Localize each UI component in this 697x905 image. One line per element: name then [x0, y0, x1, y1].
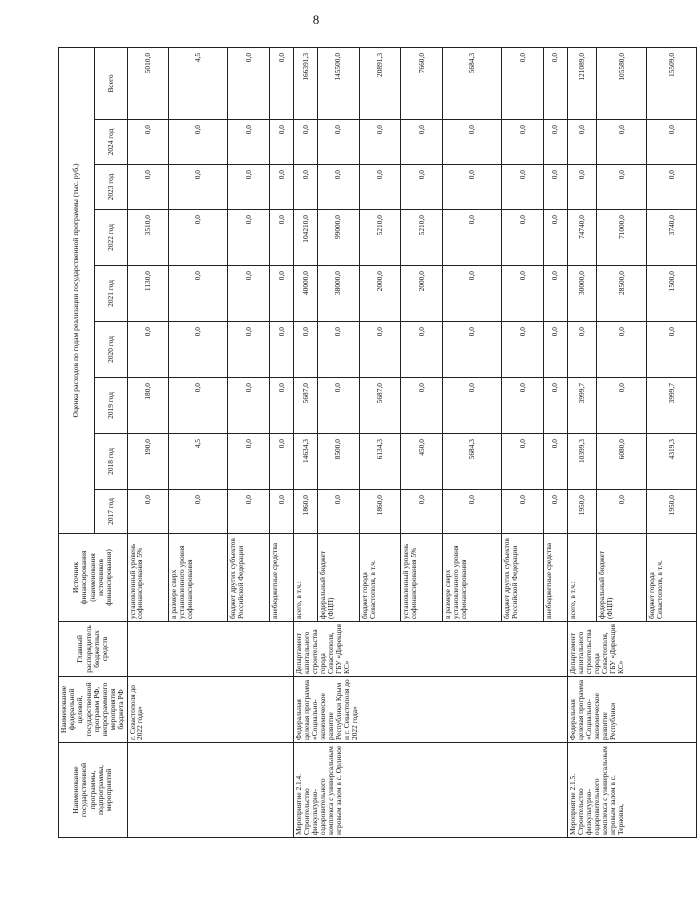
year-value-cell: 0,0 — [228, 120, 270, 165]
header-program: Наименование государственной программы, подпрограммы, мероприятий — [59, 743, 128, 838]
year-value-cell: 0,0 — [543, 120, 567, 165]
year-value-cell: 0,0 — [269, 490, 293, 534]
funding-source-cell: установленный уровень софинансирования 5% — [401, 534, 443, 622]
budget-manager-cell: Департамент капитального строительства города Севастополя, ГБУ «Дирекция КС» — [294, 622, 568, 677]
year-header-cell: 2021 год — [94, 266, 127, 322]
total-value-cell: 20891,3 — [359, 47, 401, 119]
year-value-cell: 3999,7 — [567, 378, 596, 434]
measure-name-cell — [127, 743, 294, 838]
budget-manager-cell: Департамент капитального строительства города Севастополя, ГБУ «Дирекция КС» — [567, 622, 696, 677]
year-value-cell: 0,0 — [228, 165, 270, 210]
year-value-cell: 0,0 — [169, 490, 228, 534]
year-value-cell: 0,0 — [597, 165, 647, 210]
total-value-cell: 145500,0 — [318, 47, 360, 119]
year-value-cell: 3999,7 — [647, 378, 697, 434]
year-value-cell: 0,0 — [647, 322, 697, 378]
year-value-cell: 104210,0 — [294, 210, 318, 266]
year-header-cell: 2017 год — [94, 490, 127, 534]
year-value-cell: 0,0 — [502, 490, 544, 534]
year-header-cell: 2022 год — [94, 210, 127, 266]
funding-source-cell: бюджет города Севастополя, в т.ч. — [647, 534, 697, 622]
year-value-cell: 0,0 — [228, 210, 270, 266]
table-row — [127, 47, 169, 837]
year-value-cell: 0,0 — [169, 210, 228, 266]
funding-source-cell: в размере сверх установленного уровня софинансирования — [169, 534, 228, 622]
year-header-cell: 2019 год — [94, 378, 127, 434]
year-value-cell: 1500,0 — [647, 266, 697, 322]
year-header-cell: 2024 год — [94, 120, 127, 165]
total-value-cell: 0,0 — [228, 47, 270, 119]
year-value-cell: 190,0 — [127, 434, 169, 490]
year-value-cell: 2000,0 — [359, 266, 401, 322]
year-value-cell: 0,0 — [502, 210, 544, 266]
year-value-cell: 3740,0 — [647, 210, 697, 266]
funding-source-cell: федеральный бюджет (ФЦП) — [318, 534, 360, 622]
funding-source-cell: федеральный бюджет (ФЦП) — [597, 534, 647, 622]
year-value-cell: 99000,0 — [318, 210, 360, 266]
year-value-cell: 1950,0 — [567, 490, 596, 534]
year-value-cell: 0,0 — [294, 120, 318, 165]
year-value-cell: 5210,0 — [359, 210, 401, 266]
federal-program-cell: г. Севастополя до 2022 года» — [127, 677, 294, 743]
year-value-cell: 5210,0 — [401, 210, 443, 266]
total-value-cell: 15509,0 — [647, 47, 697, 119]
year-value-cell: 10399,3 — [567, 434, 596, 490]
total-value-cell: 0,0 — [543, 47, 567, 119]
total-value-cell: 0,0 — [269, 47, 293, 119]
page-number: 8 — [312, 12, 320, 27]
year-value-cell: 0,0 — [269, 434, 293, 490]
year-value-cell: 0,0 — [543, 378, 567, 434]
year-value-cell: 0,0 — [228, 266, 270, 322]
year-value-cell: 0,0 — [543, 434, 567, 490]
year-value-cell: 0,0 — [269, 210, 293, 266]
year-value-cell: 0,0 — [169, 378, 228, 434]
funding-source-cell: в размере сверх установленного уровня софинансирования — [443, 534, 502, 622]
year-value-cell: 0,0 — [543, 322, 567, 378]
year-value-cell: 0,0 — [597, 378, 647, 434]
year-header-cell: 2018 год — [94, 434, 127, 490]
funding-source-cell: всего, в т.ч.: — [294, 534, 318, 622]
year-value-cell: 0,0 — [401, 378, 443, 434]
year-value-cell: 0,0 — [567, 322, 596, 378]
year-value-cell: 6134,3 — [359, 434, 401, 490]
year-value-cell: 28500,0 — [597, 266, 647, 322]
budget-manager-cell — [127, 622, 294, 677]
year-value-cell: 0,0 — [228, 322, 270, 378]
header-manager: Главный распорядитель бюджетных средств — [59, 622, 128, 677]
year-value-cell: 0,0 — [228, 434, 270, 490]
year-value-cell: 0,0 — [443, 120, 502, 165]
year-value-cell: 0,0 — [359, 322, 401, 378]
year-value-cell: 0,0 — [597, 322, 647, 378]
year-value-cell: 0,0 — [543, 490, 567, 534]
year-value-cell: 0,0 — [127, 490, 169, 534]
table-body — [127, 47, 697, 837]
year-value-cell: 0,0 — [502, 378, 544, 434]
year-value-cell: 0,0 — [597, 120, 647, 165]
year-value-cell: 0,0 — [567, 165, 596, 210]
year-value-cell: 0,0 — [502, 266, 544, 322]
year-value-cell: 0,0 — [127, 120, 169, 165]
year-value-cell: 0,0 — [597, 490, 647, 534]
year-value-cell: 5684,3 — [443, 434, 502, 490]
table-row — [294, 47, 318, 837]
year-value-cell: 0,0 — [169, 120, 228, 165]
year-value-cell: 0,0 — [127, 322, 169, 378]
year-value-cell: 0,0 — [318, 120, 360, 165]
year-value-cell: 0,0 — [294, 165, 318, 210]
year-value-cell: 0,0 — [269, 378, 293, 434]
year-value-cell: 8500,0 — [318, 434, 360, 490]
year-value-cell: 0,0 — [443, 165, 502, 210]
year-value-cell: 1950,0 — [647, 490, 697, 534]
year-value-cell: 0,0 — [401, 120, 443, 165]
total-value-cell: 166391,3 — [294, 47, 318, 119]
year-value-cell: 0,0 — [502, 165, 544, 210]
total-value-cell: 0,0 — [502, 47, 544, 119]
year-value-cell: 0,0 — [169, 322, 228, 378]
year-value-cell: 0,0 — [269, 322, 293, 378]
year-value-cell: 0,0 — [443, 490, 502, 534]
year-value-cell: 0,0 — [543, 210, 567, 266]
funding-source-cell: бюджет других субъектов Российской Федерации — [228, 534, 270, 622]
year-value-cell: 0,0 — [269, 266, 293, 322]
total-value-cell: 5684,3 — [443, 47, 502, 119]
federal-program-cell: Федеральная целевая программа «Социально-экономическое развитие Республики — [567, 677, 696, 743]
year-header-cell: 2023 год — [94, 165, 127, 210]
year-value-cell: 0,0 — [228, 490, 270, 534]
year-value-cell: 0,0 — [401, 165, 443, 210]
federal-program-cell: Федеральная целевая программа «Социально-экономическое развитие Республики Крым и г. Севастополя до 2022 года» — [294, 677, 568, 743]
year-value-cell: 0,0 — [502, 322, 544, 378]
year-value-cell: 0,0 — [443, 378, 502, 434]
measure-name-cell: Мероприятие 2.1.5. Строительство физкультурно-оздоровительного комплекса с универсальным игровым залом в с. Терновка, — [567, 743, 696, 838]
total-value-cell: 121089,0 — [567, 47, 596, 119]
year-value-cell: 0,0 — [228, 378, 270, 434]
budget-table — [58, 47, 697, 838]
year-value-cell: 14634,3 — [294, 434, 318, 490]
year-value-cell: 1130,0 — [127, 266, 169, 322]
total-value-cell: 7660,0 — [401, 47, 443, 119]
year-value-cell: 0,0 — [318, 378, 360, 434]
year-value-cell: 0,0 — [359, 165, 401, 210]
funding-source-cell: всего, в т.ч.: — [567, 534, 596, 622]
year-value-cell: 0,0 — [318, 165, 360, 210]
header-funding-source: Источник финансирования (наименования источников финансирования) — [59, 534, 128, 622]
year-value-cell: 450,0 — [401, 434, 443, 490]
year-value-cell: 0,0 — [318, 322, 360, 378]
year-value-cell: 0,0 — [401, 322, 443, 378]
year-value-cell: 6080,0 — [597, 434, 647, 490]
table-row — [567, 47, 596, 837]
year-value-cell: 0,0 — [647, 120, 697, 165]
header-federal-program: Наименование федеральной целевой, государственной программ РФ, непрограммного мероприятия бюджета РФ — [59, 677, 128, 743]
year-value-cell: 0,0 — [401, 490, 443, 534]
year-value-cell: 0,0 — [502, 434, 544, 490]
year-value-cell: 0,0 — [443, 322, 502, 378]
year-value-cell: 30000,0 — [567, 266, 596, 322]
funding-source-cell: установленный уровень софинансирования 5% — [127, 534, 169, 622]
rotated-budget-table-wrapper — [58, 48, 676, 838]
funding-source-cell: бюджет других субъектов Российской Федерации — [502, 534, 544, 622]
year-value-cell: 4319,3 — [647, 434, 697, 490]
year-value-cell: 0,0 — [318, 490, 360, 534]
year-value-cell: 1860,0 — [294, 490, 318, 534]
year-value-cell: 0,0 — [294, 322, 318, 378]
total-value-cell: 105580,0 — [597, 47, 647, 119]
year-value-cell: 1860,0 — [359, 490, 401, 534]
year-value-cell: 0,0 — [543, 266, 567, 322]
year-value-cell: 180,0 — [127, 378, 169, 434]
year-value-cell: 0,0 — [443, 210, 502, 266]
header-estimate: Оценка расходов по годам реализации государственной программы (тыс. руб.) — [59, 47, 95, 533]
year-value-cell: 0,0 — [567, 120, 596, 165]
year-value-cell: 5687,0 — [294, 378, 318, 434]
year-value-cell: 38000,0 — [318, 266, 360, 322]
year-value-cell: 0,0 — [269, 120, 293, 165]
year-value-cell: 4,5 — [169, 434, 228, 490]
total-value-cell: 5010,0 — [127, 47, 169, 119]
year-value-cell: 0,0 — [127, 165, 169, 210]
funding-source-cell: внебюджетные средства — [269, 534, 293, 622]
funding-source-cell: внебюджетные средства — [543, 534, 567, 622]
year-value-cell: 3510,0 — [127, 210, 169, 266]
year-value-cell: 0,0 — [647, 165, 697, 210]
funding-source-cell: бюджет города Севастополя, в т.ч. — [359, 534, 401, 622]
year-value-cell: 5687,0 — [359, 378, 401, 434]
year-value-cell: 0,0 — [269, 165, 293, 210]
year-value-cell: 0,0 — [359, 120, 401, 165]
year-value-cell: 0,0 — [169, 266, 228, 322]
year-value-cell: 2000,0 — [401, 266, 443, 322]
year-value-cell: 0,0 — [169, 165, 228, 210]
year-value-cell: 74740,0 — [567, 210, 596, 266]
year-value-cell: 0,0 — [502, 120, 544, 165]
year-value-cell: 40000,0 — [294, 266, 318, 322]
measure-name-cell: Мероприятие 2.1.4. Строительство физкультурно-оздоровительного комплекса с универсальным игровым залом в с. Орлиное — [294, 743, 568, 838]
year-header-cell: Всего — [94, 47, 127, 119]
year-value-cell: 0,0 — [543, 165, 567, 210]
year-header-cell: 2020 год — [94, 322, 127, 378]
year-value-cell: 71000,0 — [597, 210, 647, 266]
year-value-cell: 0,0 — [443, 266, 502, 322]
total-value-cell: 4,5 — [169, 47, 228, 119]
